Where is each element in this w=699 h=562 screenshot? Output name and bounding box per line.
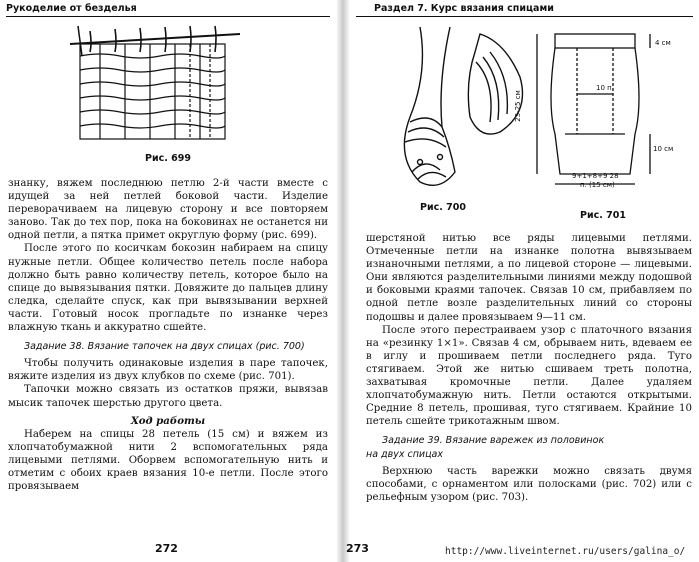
paragraph: Чтобы получить одинаковые изделия в паре тапочек, вяжите изделия из двух клубков по схеме (рис. 701). bbox=[8, 358, 328, 383]
task-39-title-line1: Задание 39. Вязание варежек из половинок bbox=[382, 435, 605, 447]
book-gutter bbox=[336, 0, 350, 562]
left-body bbox=[8, 177, 328, 493]
watermark-url: http://www.liveinternet.ru/users/galina_o/ bbox=[445, 546, 686, 557]
knitting-figure-699 bbox=[70, 26, 240, 146]
paragraph: знанку, вяжем последнюю петлю 2-й части вместе с идущей за ней петлей боковой части. Изделие переворачиваем на лицевую сторону и все повторяем заново. Так до тех пор, пока на боковинах не останется ни одной петли, а пятка примет округлую форму (рис. 699). bbox=[8, 178, 328, 242]
paragraph: шерстяной нитью все ряды лицевыми петлями. Отмеченные петли на изнанке полотна вывязываем изнаночными петлями, а по лицевой стороне — лицевыми. Они являются разделительными линиями между подошвой и боковыми краями тапочек. Связав 10 см, прибавляем по одной петле возле разделительных линий со стороны подошвы и далее провязываем 9—11 см. bbox=[366, 233, 692, 323]
task-38-title: Задание 38. Вязание тапочек на двух спицах (рис. 700) bbox=[24, 341, 305, 353]
page-number-right: 273 bbox=[346, 542, 369, 555]
paragraph: Верхнюю часть варежки можно связать двумя способами, с орнаментом или полосками (рис. 702) или с рельефным узором (рис. 703). bbox=[366, 465, 692, 503]
paragraph: После этого по косичкам бокозин набираем на спицу нужные петли. Общее количество петель после набора должно быть равно количеству петель, которое было на спице до вывязывания пятки. Довяжите до пальцев длину следка, сделайте спуск, как при вывязывании верхней части. Готовый носок прогладьте по изнанке через влажную ткань и аккуратно сшейте. bbox=[8, 243, 328, 334]
paragraph: После этого перестраиваем узор с платочного вязания на «резинку 1×1». Связав 4 см, обрываем нить, вдеваем ее в иглу и прошиваем петли последнего ряда. Туго стягиваем. Этой же нитью сшиваем треть полотна, захватывая кромочные петли. Далее удаляем хлопчатобумажную нить. Петли остаются открытыми. Средние 8 петель, прошивая, туго стягиваем. Крайние 10 петель сшейте трикотажным швом. bbox=[366, 324, 692, 428]
dimension-middle: 10 п. bbox=[596, 84, 614, 92]
paragraph: Тапочки можно связать из остатков пряжи, вывязав мысик тапочек шерстью другого цвета. bbox=[8, 384, 328, 409]
task-39-title bbox=[366, 434, 692, 460]
figure-699-caption: Рис. 699 bbox=[145, 153, 191, 164]
dimension-top: 4 см bbox=[655, 39, 671, 47]
figure-700-caption: Рис. 700 bbox=[420, 202, 466, 213]
dimension-side: 23-25 см bbox=[513, 90, 522, 122]
left-page bbox=[0, 0, 336, 562]
task-39-title-line2: на двух спицах bbox=[366, 448, 444, 460]
dimension-bottom-line1: 9+1+8+9 28 bbox=[572, 172, 619, 180]
running-head-right: Раздел 7. Курс вязания спицами bbox=[356, 3, 693, 17]
dimension-bottom-right: 10 см bbox=[653, 145, 674, 153]
slipper-figure-700 bbox=[380, 22, 530, 192]
section-heading: Ход работы bbox=[130, 414, 206, 427]
paragraph: Наберем на спицы 28 петель (15 см) и вяжем из хлопчатобумажной нити 2 вспомогательных ряда лицевыми петлями. Оборвем вспомогательную нить и отметим с обоих краев вязания 10-е петли. После этого провязываем bbox=[8, 428, 328, 493]
figure-701-caption: Рис. 701 bbox=[580, 210, 626, 221]
right-page bbox=[346, 0, 699, 562]
right-body bbox=[366, 232, 692, 504]
page-number-left: 272 bbox=[155, 542, 178, 555]
running-head-left: Рукоделие от безделья bbox=[6, 3, 330, 17]
dimension-bottom-line2: п. (15 см) bbox=[580, 181, 615, 189]
